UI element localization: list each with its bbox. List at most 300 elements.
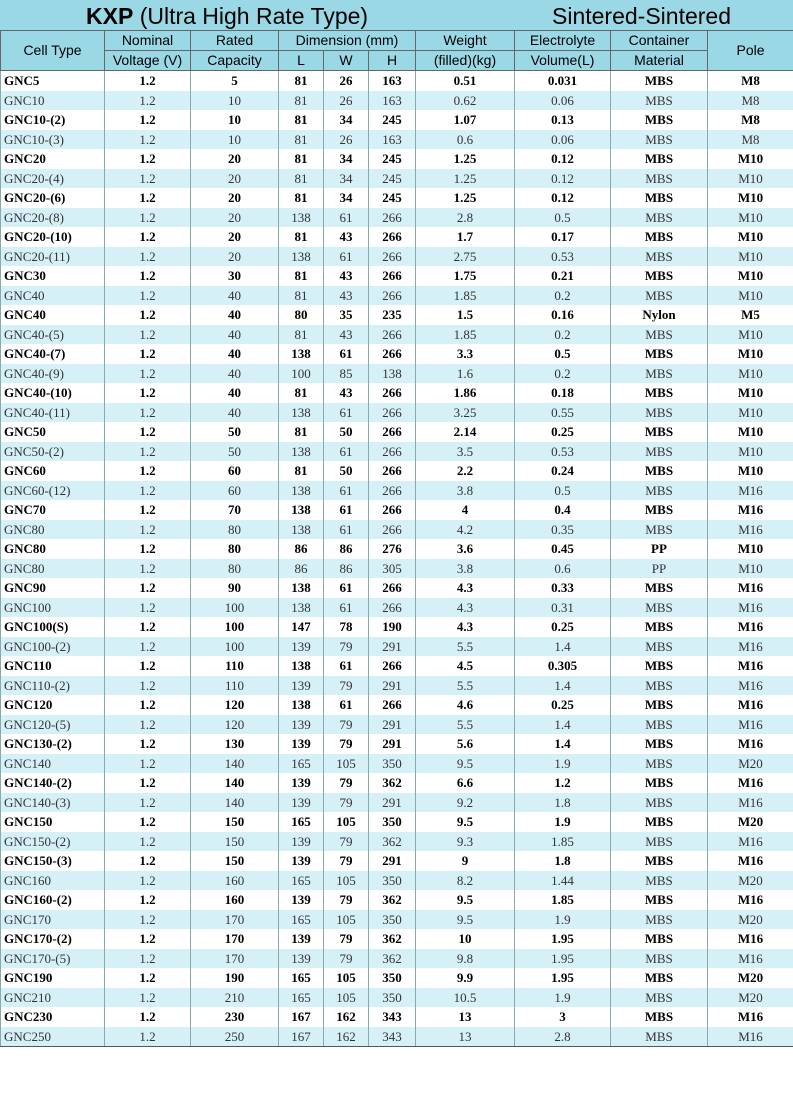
cell-nominal-voltage: 1.2 xyxy=(105,266,191,286)
cell-electrolyte-volume: 2.8 xyxy=(515,1027,611,1047)
cell-dim-h: 266 xyxy=(369,403,416,423)
cell-container-material: Nylon xyxy=(611,305,708,325)
cell-dim-w: 43 xyxy=(324,325,369,345)
cell-container-material: MBS xyxy=(611,422,708,442)
table-row xyxy=(1,695,793,715)
cell-container-material: MBS xyxy=(611,1007,708,1027)
cell-weight: 9 xyxy=(416,851,515,871)
cell-nominal-voltage: 1.2 xyxy=(105,130,191,150)
cell-electrolyte-volume: 1.4 xyxy=(515,734,611,754)
cell-pole: M10 xyxy=(708,247,793,267)
cell-container-material: MBS xyxy=(611,130,708,150)
cell-dim-h: 343 xyxy=(369,1007,416,1027)
table-row xyxy=(1,149,793,169)
cell-dim-l: 86 xyxy=(279,559,324,579)
cell-weight: 1.85 xyxy=(416,325,515,345)
cell-dim-l: 138 xyxy=(279,344,324,364)
table-row xyxy=(1,598,793,618)
cell-nominal-voltage: 1.2 xyxy=(105,461,191,481)
cell-cell-type: GNC10 xyxy=(1,91,105,111)
cell-dim-l: 165 xyxy=(279,968,324,988)
cell-electrolyte-volume: 0.18 xyxy=(515,383,611,403)
cell-dim-l: 139 xyxy=(279,851,324,871)
cell-container-material: PP xyxy=(611,539,708,559)
cell-weight: 13 xyxy=(416,1007,515,1027)
table-row xyxy=(1,71,793,91)
cell-rated-capacity: 170 xyxy=(191,949,279,969)
cell-nominal-voltage: 1.2 xyxy=(105,676,191,696)
table-row xyxy=(1,910,793,930)
cell-cell-type: GNC80 xyxy=(1,559,105,579)
cell-dim-h: 305 xyxy=(369,559,416,579)
cell-rated-capacity: 150 xyxy=(191,812,279,832)
cell-dim-l: 167 xyxy=(279,1027,324,1047)
cell-dim-l: 138 xyxy=(279,208,324,228)
cell-dim-h: 266 xyxy=(369,227,416,247)
cell-container-material: MBS xyxy=(611,793,708,813)
cell-dim-l: 81 xyxy=(279,169,324,189)
cell-weight: 1.25 xyxy=(416,169,515,189)
cell-dim-h: 362 xyxy=(369,929,416,949)
cell-dim-l: 138 xyxy=(279,598,324,618)
cell-pole: M10 xyxy=(708,442,793,462)
cell-pole: M16 xyxy=(708,637,793,657)
cell-weight: 2.75 xyxy=(416,247,515,267)
cell-cell-type: GNC10-(2) xyxy=(1,110,105,130)
cell-dim-l: 138 xyxy=(279,403,324,423)
cell-pole: M20 xyxy=(708,754,793,774)
header-container-2: Material xyxy=(611,51,708,71)
cell-rated-capacity: 40 xyxy=(191,364,279,384)
cell-dim-w: 61 xyxy=(324,520,369,540)
cell-rated-capacity: 20 xyxy=(191,188,279,208)
cell-dim-h: 276 xyxy=(369,539,416,559)
cell-pole: M20 xyxy=(708,968,793,988)
cell-dim-h: 266 xyxy=(369,656,416,676)
cell-dim-w: 43 xyxy=(324,227,369,247)
cell-electrolyte-volume: 0.35 xyxy=(515,520,611,540)
cell-electrolyte-volume: 0.2 xyxy=(515,364,611,384)
cell-dim-h: 235 xyxy=(369,305,416,325)
cell-dim-h: 362 xyxy=(369,773,416,793)
cell-dim-w: 105 xyxy=(324,812,369,832)
cell-nominal-voltage: 1.2 xyxy=(105,169,191,189)
cell-rated-capacity: 40 xyxy=(191,286,279,306)
cell-dim-l: 147 xyxy=(279,617,324,637)
table-body xyxy=(1,71,793,1047)
cell-dim-h: 245 xyxy=(369,188,416,208)
cell-container-material: MBS xyxy=(611,286,708,306)
table-row xyxy=(1,442,793,462)
cell-dim-l: 81 xyxy=(279,110,324,130)
cell-pole: M10 xyxy=(708,403,793,423)
header-dimension: Dimension (mm) xyxy=(279,31,416,51)
header-electrolyte-2: Volume(L) xyxy=(515,51,611,71)
cell-dim-h: 350 xyxy=(369,812,416,832)
cell-pole: M10 xyxy=(708,266,793,286)
cell-dim-l: 138 xyxy=(279,578,324,598)
cell-weight: 9.5 xyxy=(416,754,515,774)
table-row xyxy=(1,110,793,130)
cell-dim-h: 266 xyxy=(369,500,416,520)
cell-nominal-voltage: 1.2 xyxy=(105,208,191,228)
cell-rated-capacity: 100 xyxy=(191,637,279,657)
cell-pole: M8 xyxy=(708,91,793,111)
cell-dim-h: 266 xyxy=(369,598,416,618)
cell-pole: M10 xyxy=(708,208,793,228)
table-row xyxy=(1,793,793,813)
cell-dim-h: 291 xyxy=(369,851,416,871)
cell-dim-h: 350 xyxy=(369,968,416,988)
cell-weight: 4.5 xyxy=(416,656,515,676)
table-row xyxy=(1,500,793,520)
cell-dim-l: 138 xyxy=(279,500,324,520)
cell-electrolyte-volume: 0.25 xyxy=(515,617,611,637)
cell-weight: 2.2 xyxy=(416,461,515,481)
cell-pole: M16 xyxy=(708,617,793,637)
cell-dim-w: 35 xyxy=(324,305,369,325)
cell-weight: 4.6 xyxy=(416,695,515,715)
table-row xyxy=(1,403,793,423)
cell-dim-l: 165 xyxy=(279,871,324,891)
table-row xyxy=(1,208,793,228)
title-bar xyxy=(0,0,793,31)
cell-pole: M8 xyxy=(708,71,793,91)
cell-cell-type: GNC120 xyxy=(1,695,105,715)
table-row xyxy=(1,325,793,345)
cell-electrolyte-volume: 0.6 xyxy=(515,559,611,579)
cell-cell-type: GNC40-(11) xyxy=(1,403,105,423)
cell-container-material: MBS xyxy=(611,949,708,969)
cell-dim-w: 43 xyxy=(324,266,369,286)
cell-electrolyte-volume: 0.12 xyxy=(515,188,611,208)
cell-container-material: MBS xyxy=(611,247,708,267)
cell-electrolyte-volume: 1.4 xyxy=(515,676,611,696)
cell-dim-l: 139 xyxy=(279,793,324,813)
cell-dim-w: 34 xyxy=(324,188,369,208)
cell-rated-capacity: 60 xyxy=(191,481,279,501)
table-row xyxy=(1,227,793,247)
cell-cell-type: GNC160-(2) xyxy=(1,890,105,910)
cell-dim-w: 34 xyxy=(324,169,369,189)
cell-dim-l: 167 xyxy=(279,1007,324,1027)
cell-pole: M16 xyxy=(708,676,793,696)
cell-rated-capacity: 110 xyxy=(191,656,279,676)
cell-cell-type: GNC210 xyxy=(1,988,105,1008)
cell-pole: M20 xyxy=(708,871,793,891)
cell-dim-l: 81 xyxy=(279,149,324,169)
cell-cell-type: GNC150-(3) xyxy=(1,851,105,871)
cell-rated-capacity: 40 xyxy=(191,305,279,325)
header-dim-w: W xyxy=(324,51,369,71)
cell-rated-capacity: 160 xyxy=(191,871,279,891)
cell-dim-w: 79 xyxy=(324,734,369,754)
cell-nominal-voltage: 1.2 xyxy=(105,364,191,384)
cell-dim-l: 138 xyxy=(279,656,324,676)
table-row xyxy=(1,481,793,501)
cell-dim-w: 61 xyxy=(324,656,369,676)
cell-dim-w: 79 xyxy=(324,851,369,871)
cell-nominal-voltage: 1.2 xyxy=(105,539,191,559)
table-row xyxy=(1,539,793,559)
cell-dim-h: 362 xyxy=(369,890,416,910)
cell-pole: M10 xyxy=(708,344,793,364)
table-row xyxy=(1,247,793,267)
table-row xyxy=(1,812,793,832)
cell-pole: M16 xyxy=(708,793,793,813)
cell-nominal-voltage: 1.2 xyxy=(105,71,191,91)
cell-nominal-voltage: 1.2 xyxy=(105,773,191,793)
cell-container-material: MBS xyxy=(611,227,708,247)
cell-dim-h: 350 xyxy=(369,754,416,774)
cell-dim-w: 61 xyxy=(324,442,369,462)
cell-weight: 1.25 xyxy=(416,188,515,208)
cell-cell-type: GNC140 xyxy=(1,754,105,774)
cell-cell-type: GNC20-(10) xyxy=(1,227,105,247)
cell-rated-capacity: 10 xyxy=(191,130,279,150)
cell-dim-h: 163 xyxy=(369,71,416,91)
cell-weight: 1.7 xyxy=(416,227,515,247)
cell-cell-type: GNC150 xyxy=(1,812,105,832)
cell-weight: 3.8 xyxy=(416,481,515,501)
cell-dim-l: 81 xyxy=(279,422,324,442)
cell-pole: M16 xyxy=(708,773,793,793)
cell-rated-capacity: 20 xyxy=(191,169,279,189)
cell-container-material: MBS xyxy=(611,500,708,520)
cell-rated-capacity: 170 xyxy=(191,929,279,949)
cell-dim-h: 190 xyxy=(369,617,416,637)
cell-weight: 9.9 xyxy=(416,968,515,988)
cell-rated-capacity: 40 xyxy=(191,325,279,345)
table-row xyxy=(1,305,793,325)
cell-cell-type: GNC130-(2) xyxy=(1,734,105,754)
cell-cell-type: GNC170-(5) xyxy=(1,949,105,969)
cell-dim-h: 266 xyxy=(369,481,416,501)
cell-rated-capacity: 230 xyxy=(191,1007,279,1027)
cell-electrolyte-volume: 1.85 xyxy=(515,890,611,910)
cell-weight: 9.5 xyxy=(416,910,515,930)
cell-nominal-voltage: 1.2 xyxy=(105,617,191,637)
header-cell-type: Cell Type xyxy=(1,31,105,71)
cell-nominal-voltage: 1.2 xyxy=(105,754,191,774)
cell-dim-l: 139 xyxy=(279,832,324,852)
cell-rated-capacity: 40 xyxy=(191,344,279,364)
cell-dim-w: 86 xyxy=(324,559,369,579)
cell-cell-type: GNC140-(2) xyxy=(1,773,105,793)
cell-weight: 9.5 xyxy=(416,890,515,910)
cell-cell-type: GNC50-(2) xyxy=(1,442,105,462)
cell-dim-w: 26 xyxy=(324,91,369,111)
cell-pole: M16 xyxy=(708,1007,793,1027)
cell-rated-capacity: 20 xyxy=(191,208,279,228)
cell-rated-capacity: 90 xyxy=(191,578,279,598)
cell-dim-w: 79 xyxy=(324,929,369,949)
cell-dim-w: 79 xyxy=(324,676,369,696)
cell-container-material: MBS xyxy=(611,91,708,111)
cell-electrolyte-volume: 0.25 xyxy=(515,695,611,715)
cell-electrolyte-volume: 0.06 xyxy=(515,130,611,150)
cell-dim-w: 85 xyxy=(324,364,369,384)
cell-dim-w: 79 xyxy=(324,832,369,852)
header-container-1: Container xyxy=(611,31,708,51)
cell-container-material: MBS xyxy=(611,110,708,130)
cell-nominal-voltage: 1.2 xyxy=(105,520,191,540)
table-row xyxy=(1,871,793,891)
cell-pole: M20 xyxy=(708,910,793,930)
cell-weight: 1.75 xyxy=(416,266,515,286)
cell-dim-w: 61 xyxy=(324,344,369,364)
cell-nominal-voltage: 1.2 xyxy=(105,695,191,715)
cell-dim-h: 266 xyxy=(369,578,416,598)
cell-cell-type: GNC5 xyxy=(1,71,105,91)
cell-electrolyte-volume: 0.55 xyxy=(515,403,611,423)
table-row xyxy=(1,676,793,696)
cell-pole: M16 xyxy=(708,929,793,949)
cell-container-material: MBS xyxy=(611,188,708,208)
cell-nominal-voltage: 1.2 xyxy=(105,422,191,442)
cell-cell-type: GNC40 xyxy=(1,286,105,306)
cell-rated-capacity: 60 xyxy=(191,461,279,481)
cell-rated-capacity: 140 xyxy=(191,793,279,813)
table-row xyxy=(1,286,793,306)
cell-dim-l: 138 xyxy=(279,247,324,267)
cell-cell-type: GNC60-(12) xyxy=(1,481,105,501)
series-title xyxy=(86,0,368,30)
cell-dim-l: 100 xyxy=(279,364,324,384)
table-row xyxy=(1,1007,793,1027)
cell-rated-capacity: 140 xyxy=(191,773,279,793)
table-row xyxy=(1,169,793,189)
cell-rated-capacity: 110 xyxy=(191,676,279,696)
cell-container-material: MBS xyxy=(611,851,708,871)
cell-dim-w: 79 xyxy=(324,793,369,813)
cell-weight: 2.8 xyxy=(416,208,515,228)
cell-electrolyte-volume: 1.9 xyxy=(515,910,611,930)
cell-container-material: MBS xyxy=(611,676,708,696)
cell-electrolyte-volume: 0.13 xyxy=(515,110,611,130)
cell-pole: M16 xyxy=(708,851,793,871)
cell-dim-l: 165 xyxy=(279,754,324,774)
cell-weight: 4.3 xyxy=(416,617,515,637)
cell-dim-w: 26 xyxy=(324,71,369,91)
cell-pole: M10 xyxy=(708,188,793,208)
cell-dim-w: 61 xyxy=(324,578,369,598)
cell-container-material: MBS xyxy=(611,734,708,754)
cell-nominal-voltage: 1.2 xyxy=(105,910,191,930)
cell-weight: 9.8 xyxy=(416,949,515,969)
cell-weight: 8.2 xyxy=(416,871,515,891)
cell-dim-w: 34 xyxy=(324,110,369,130)
cell-pole: M16 xyxy=(708,695,793,715)
cell-weight: 10 xyxy=(416,929,515,949)
cell-spec-table xyxy=(0,30,793,1047)
cell-container-material: MBS xyxy=(611,403,708,423)
cell-dim-h: 291 xyxy=(369,793,416,813)
cell-container-material: MBS xyxy=(611,890,708,910)
cell-pole: M10 xyxy=(708,169,793,189)
cell-dim-h: 343 xyxy=(369,1027,416,1047)
cell-weight: 4.3 xyxy=(416,598,515,618)
cell-electrolyte-volume: 0.53 xyxy=(515,247,611,267)
cell-electrolyte-volume: 0.21 xyxy=(515,266,611,286)
cell-container-material: MBS xyxy=(611,715,708,735)
cell-nominal-voltage: 1.2 xyxy=(105,949,191,969)
cell-pole: M20 xyxy=(708,988,793,1008)
cell-rated-capacity: 50 xyxy=(191,422,279,442)
table-row xyxy=(1,188,793,208)
cell-nominal-voltage: 1.2 xyxy=(105,715,191,735)
cell-weight: 9.3 xyxy=(416,832,515,852)
cell-rated-capacity: 160 xyxy=(191,890,279,910)
cell-cell-type: GNC100-(2) xyxy=(1,637,105,657)
cell-nominal-voltage: 1.2 xyxy=(105,110,191,130)
cell-dim-h: 266 xyxy=(369,695,416,715)
cell-dim-h: 163 xyxy=(369,91,416,111)
cell-weight: 9.5 xyxy=(416,812,515,832)
cell-pole: M10 xyxy=(708,149,793,169)
table-row xyxy=(1,344,793,364)
cell-dim-h: 266 xyxy=(369,325,416,345)
cell-electrolyte-volume: 0.5 xyxy=(515,208,611,228)
cell-cell-type: GNC120-(5) xyxy=(1,715,105,735)
cell-dim-l: 139 xyxy=(279,773,324,793)
cell-dim-l: 139 xyxy=(279,929,324,949)
cell-container-material: MBS xyxy=(611,988,708,1008)
cell-electrolyte-volume: 0.12 xyxy=(515,169,611,189)
cell-cell-type: GNC30 xyxy=(1,266,105,286)
cell-dim-w: 61 xyxy=(324,598,369,618)
cell-dim-w: 61 xyxy=(324,208,369,228)
cell-pole: M16 xyxy=(708,598,793,618)
cell-dim-h: 266 xyxy=(369,344,416,364)
cell-weight: 0.51 xyxy=(416,71,515,91)
cell-dim-h: 266 xyxy=(369,208,416,228)
cell-dim-l: 81 xyxy=(279,130,324,150)
cell-dim-h: 291 xyxy=(369,734,416,754)
cell-dim-l: 165 xyxy=(279,910,324,930)
cell-nominal-voltage: 1.2 xyxy=(105,871,191,891)
cell-pole: M10 xyxy=(708,539,793,559)
cell-weight: 4 xyxy=(416,500,515,520)
cell-electrolyte-volume: 1.95 xyxy=(515,929,611,949)
cell-weight: 4.2 xyxy=(416,520,515,540)
cell-rated-capacity: 130 xyxy=(191,734,279,754)
cell-electrolyte-volume: 0.4 xyxy=(515,500,611,520)
cell-pole: M16 xyxy=(708,481,793,501)
cell-dim-w: 61 xyxy=(324,247,369,267)
cell-container-material: MBS xyxy=(611,149,708,169)
table-row xyxy=(1,929,793,949)
cell-cell-type: GNC150-(2) xyxy=(1,832,105,852)
cell-rated-capacity: 5 xyxy=(191,71,279,91)
header-electrolyte-1: Electrolyte xyxy=(515,31,611,51)
cell-nominal-voltage: 1.2 xyxy=(105,325,191,345)
cell-nominal-voltage: 1.2 xyxy=(105,656,191,676)
cell-rated-capacity: 70 xyxy=(191,500,279,520)
cell-cell-type: GNC40-(5) xyxy=(1,325,105,345)
cell-pole: M10 xyxy=(708,286,793,306)
cell-dim-w: 162 xyxy=(324,1007,369,1027)
cell-weight: 1.86 xyxy=(416,383,515,403)
cell-nominal-voltage: 1.2 xyxy=(105,149,191,169)
cell-electrolyte-volume: 0.24 xyxy=(515,461,611,481)
cell-dim-w: 79 xyxy=(324,890,369,910)
cell-dim-w: 26 xyxy=(324,130,369,150)
cell-electrolyte-volume: 0.2 xyxy=(515,286,611,306)
table-row xyxy=(1,851,793,871)
cell-cell-type: GNC40-(7) xyxy=(1,344,105,364)
cell-pole: M10 xyxy=(708,227,793,247)
